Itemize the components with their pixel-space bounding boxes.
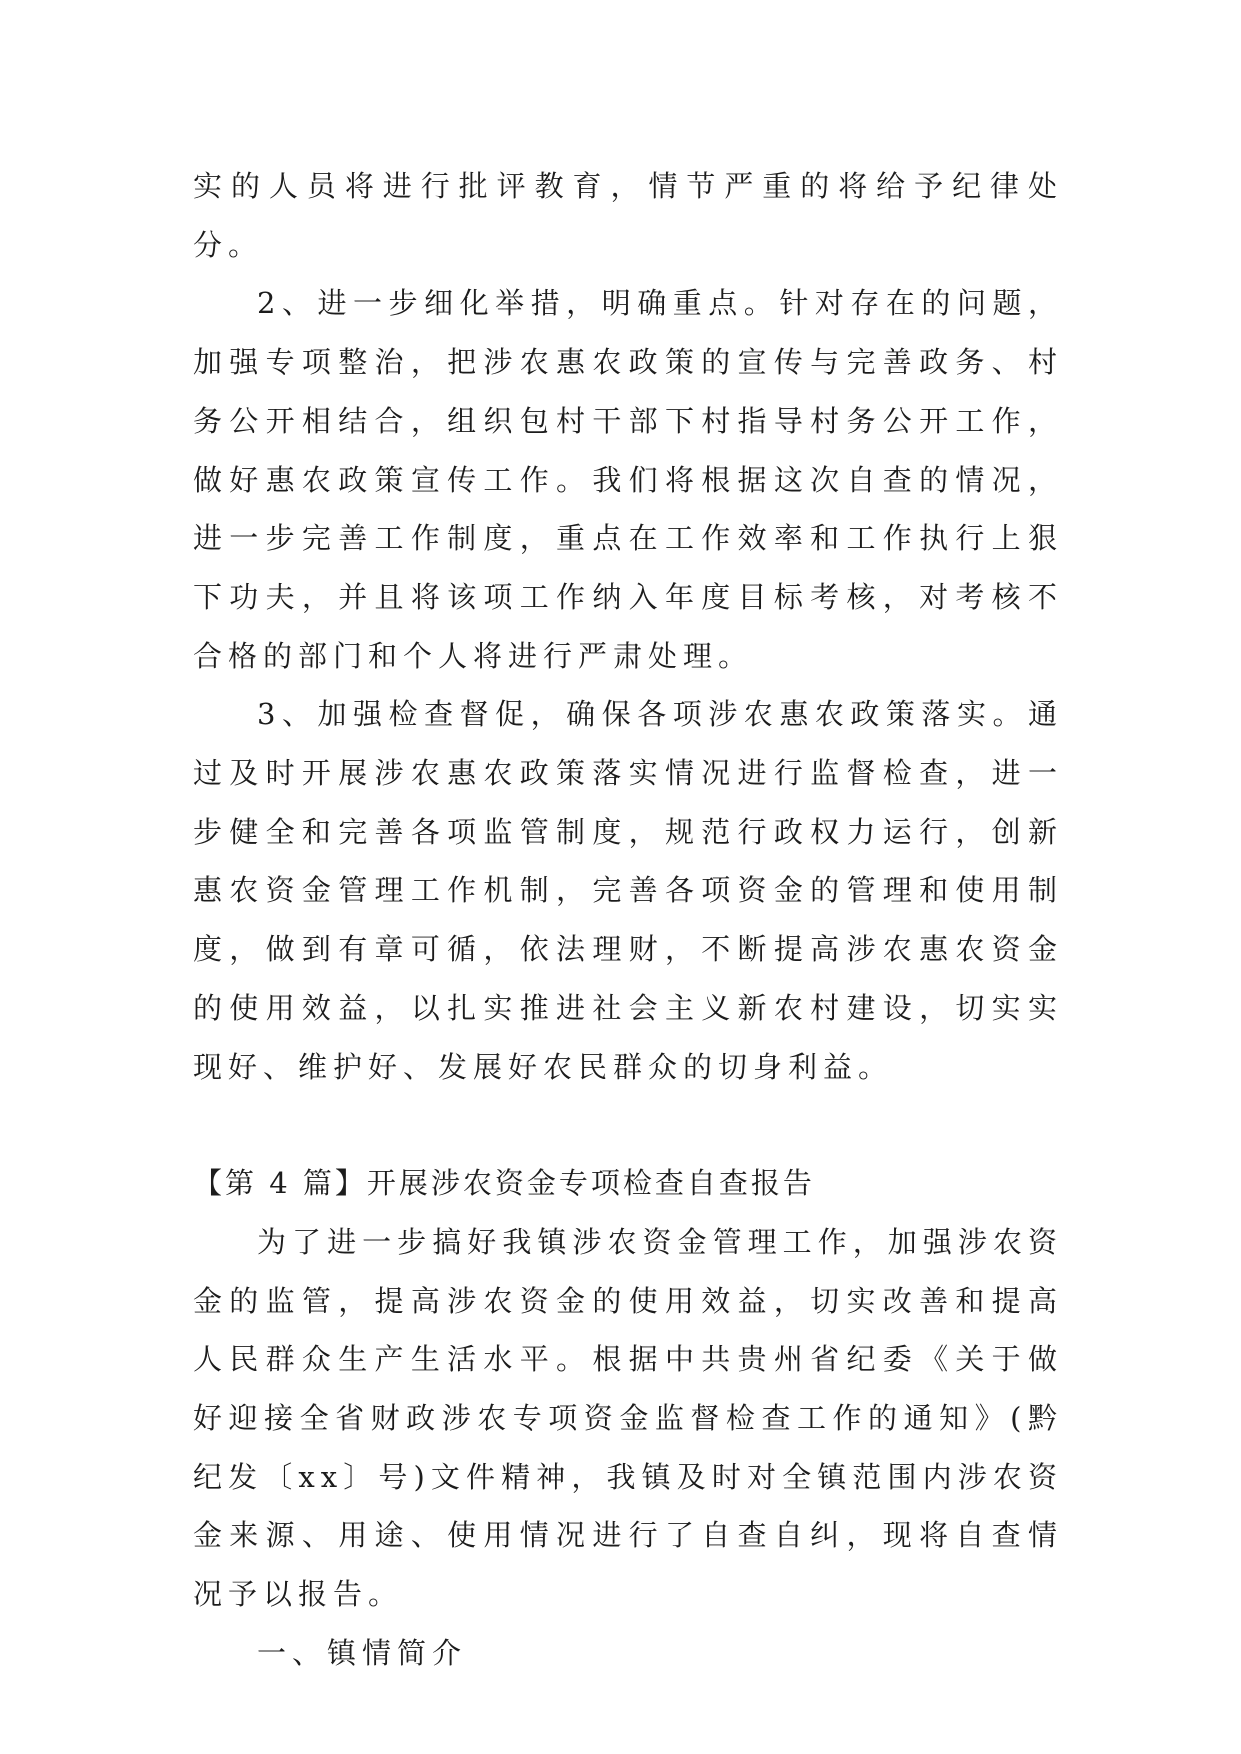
- document-body: [193, 157, 1063, 1683]
- paragraph-intro: 为了进一步搞好我镇涉农资金管理工作，加强涉农资金的监管，提高涉农资金的使用效益，切实改善和提高人民群众生产生活水平。根据中共贵州省纪委《关于做好迎接全省财政涉农专项资金监督检查工作的通知》(黔纪发〔xx〕号)文件精神，我镇及时对全镇范围内涉农资金来源、用途、使用情况进行了自查自纠，现将自查情况予以报告。: [193, 1224, 1063, 1612]
- section-spacer: [193, 1096, 1063, 1154]
- section-heading: 【第 4 篇】开展涉农资金专项检查自查报告: [193, 1166, 815, 1201]
- paragraph-item-2: 2、进一步细化举措，明确重点。针对存在的问题，加强专项整治，把涉农惠农政策的宣传与完善政务、村务公开相结合，组织包村干部下村指导村务公开工作，做好惠农政策宣传工作。我们将根据这次自查的情况，进一步完善工作制度，重点在工作效率和工作执行上狠下功夫，并且将该项工作纳入年度目标考核，对考核不合格的部门和个人将进行严肃处理。: [193, 286, 1063, 673]
- paragraph-continuation: 实的人员将进行批评教育，情节严重的将给予纪律处分。: [193, 169, 1063, 262]
- subsection-heading: 一、镇情简介: [257, 1635, 468, 1670]
- paragraph-item-3: 3、加强检查督促，确保各项涉农惠农政策落实。通过及时开展涉农惠农政策落实情况进行监督检查，进一步健全和完善各项监管制度，规范行政权力运行，创新惠农资金管理工作机制，完善各项资金的管理和使用制度，做到有章可循，依法理财，不断提高涉农惠农资金的使用效益，以扎实推进社会主义新农村建设，切实实现好、维护好、发展好农民群众的切身利益。: [193, 697, 1063, 1084]
